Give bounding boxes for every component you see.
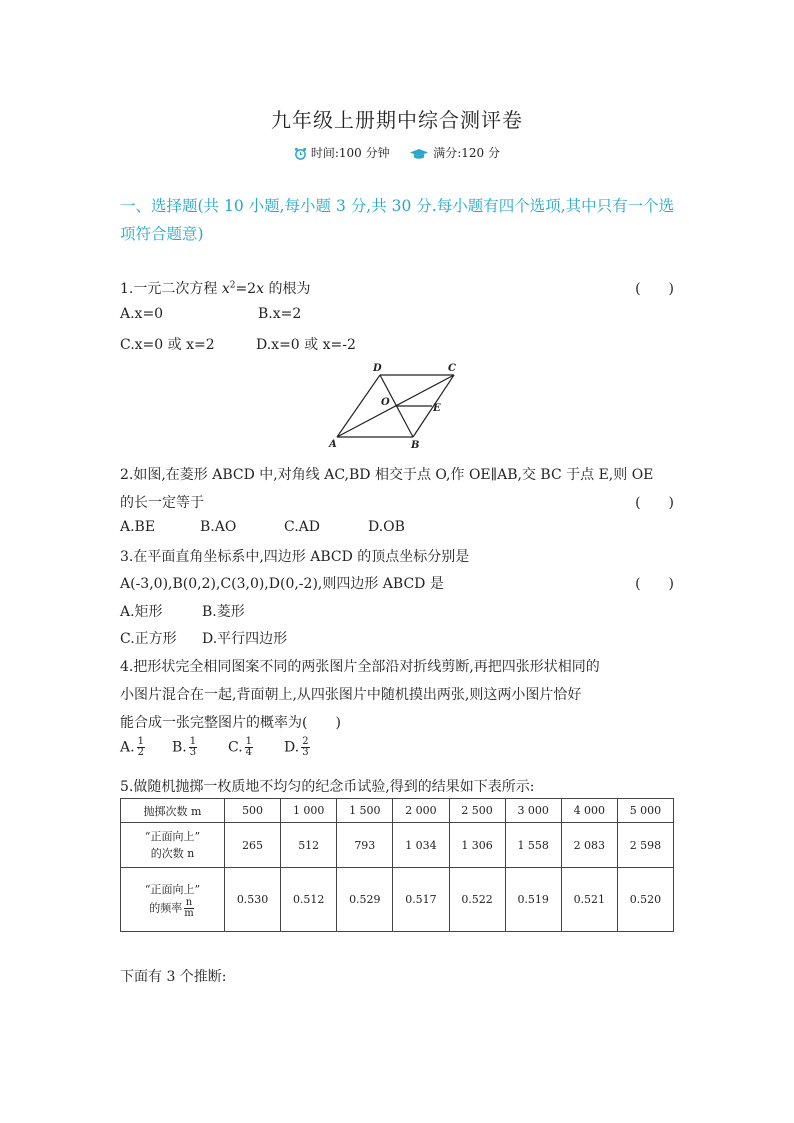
- score-text: 满分:120 分: [433, 146, 500, 160]
- table-cell: 1 306: [449, 823, 505, 868]
- coin-toss-table: [120, 798, 674, 932]
- fraction: $\frac{n}{m}$: [184, 896, 194, 919]
- q1-option-b: B.x=2: [258, 306, 302, 322]
- q2-option-d: D.OB: [368, 519, 405, 535]
- fraction: $\frac{1}{4}$: [245, 736, 253, 758]
- label-c: C: [448, 363, 456, 374]
- table-cell: 265: [225, 823, 281, 868]
- q4-option-b: B. $\frac{1}{3}$: [172, 736, 197, 758]
- q1-option-c: C.x=0 或 x=2: [120, 337, 215, 353]
- q5-followup: 下面有 3 个推断:: [120, 969, 227, 985]
- row-header-frequency: “正面向上” 的频率 $\frac{n}{m}$: [121, 868, 225, 932]
- graduation-cap-icon: [409, 148, 429, 160]
- time-text: 时间:100 分钟: [310, 146, 390, 160]
- q4-option-d: D. $\frac{2}{3}$: [284, 736, 309, 758]
- table-cell: 2 500: [449, 799, 505, 823]
- q1-stem: 1.一元二次方程 $x^2=2x$ 的根为: [120, 280, 311, 297]
- page-title: 九年级上册期中综合测评卷: [271, 108, 523, 132]
- table-cell: 1 558: [505, 823, 561, 868]
- row-header-heads: “正面向上” 的次数 n: [121, 823, 225, 868]
- q1-option-d: D.x=0 或 x=-2: [256, 337, 356, 353]
- exam-meta: [0, 144, 794, 161]
- section-heading: 一、选择题(共 10 小题,每小题 3 分,共 30 分.每小题有四个选项,其中只有一个选项符合题意): [120, 197, 675, 243]
- table-cell: 1 000: [281, 799, 337, 823]
- q4-option-a: A. $\frac{1}{2}$: [120, 736, 144, 758]
- q2-option-a: A.BE: [120, 519, 156, 535]
- side-ad: [337, 375, 380, 437]
- table-cell: 2 598: [617, 823, 673, 868]
- q3-stem-line2: A(-3,0),B(0,2),C(3,0),D(0,-2),则四边形 ABCD 是: [120, 576, 444, 592]
- q3-option-d: D.平行四边形: [202, 631, 288, 647]
- table-cell: 1 034: [393, 823, 449, 868]
- q2-stem-line1: 2.如图,在菱形 ABCD 中,对角线 AC,BD 相交于点 O,作 OE∥AB,交 BC 于点 E,则 OE: [120, 467, 654, 483]
- q2-answer-blank: ( ): [635, 495, 674, 511]
- table-cell: 5 000: [617, 799, 673, 823]
- q3-option-c: C.正方形: [120, 631, 177, 647]
- table-cell: 4 000: [561, 799, 617, 823]
- time-info: [294, 144, 390, 161]
- rhombus-figure: [326, 360, 466, 450]
- table-cell: 793: [337, 823, 393, 868]
- row-header-throws: 抛掷次数 m: [121, 799, 225, 823]
- label-a: A: [329, 439, 337, 450]
- label-b: B: [411, 440, 420, 450]
- score-info: [409, 144, 500, 161]
- label-o: O: [381, 397, 390, 408]
- q2-option-c: C.AD: [284, 519, 320, 535]
- fraction: $\frac{1}{2}$: [137, 736, 144, 758]
- q4-stem-line2: 小图片混合在一起,背面朝上,从四张图片中随机摸出两张,则这两小图片恰好: [120, 687, 582, 703]
- table-row: [121, 868, 674, 932]
- q3-option-a: A.矩形: [120, 604, 163, 620]
- q4-stem-line1: 4.把形状完全相同图案不同的两张图片全部沿对折线剪断,再把四张形状相同的: [120, 659, 600, 675]
- table-cell: 2 083: [561, 823, 617, 868]
- table-row: [121, 799, 674, 823]
- q4-stem-line3: 能合成一张完整图片的概率为( ): [120, 715, 341, 731]
- table-cell: 0.530: [225, 868, 281, 932]
- q2-stem-line2: 的长一定等于: [120, 495, 204, 511]
- table-cell: 0.517: [393, 868, 449, 932]
- table-cell: 0.512: [281, 868, 337, 932]
- fraction: $\frac{2}{3}$: [302, 736, 309, 758]
- q1-answer-blank: ( ): [635, 281, 674, 297]
- table-cell: 512: [281, 823, 337, 868]
- table-cell: 3 000: [505, 799, 561, 823]
- table-cell: 2 000: [393, 799, 449, 823]
- q4-option-c: C. $\frac{1}{4}$: [228, 736, 253, 758]
- table-cell: 0.519: [505, 868, 561, 932]
- table-cell: 0.521: [561, 868, 617, 932]
- alarm-clock-icon: [294, 147, 307, 160]
- table-cell: 0.522: [449, 868, 505, 932]
- q2-option-b: B.AO: [200, 519, 237, 535]
- table-row: [121, 823, 674, 868]
- q5-stem: 5.做随机抛掷一枚质地不均匀的纪念币试验,得到的结果如下表所示:: [120, 779, 535, 795]
- q1-option-a: A.x=0: [120, 306, 164, 322]
- table-cell: 1 500: [337, 799, 393, 823]
- fraction: $\frac{1}{3}$: [189, 736, 197, 758]
- q3-option-b: B.菱形: [202, 604, 245, 620]
- label-e: E: [433, 403, 441, 414]
- q3-answer-blank: ( ): [635, 576, 674, 592]
- q3-stem-line1: 3.在平面直角坐标系中,四边形 ABCD 的顶点坐标分别是: [120, 549, 470, 565]
- label-d: D: [373, 363, 382, 374]
- table-cell: 0.520: [617, 868, 673, 932]
- table-cell: 0.529: [337, 868, 393, 932]
- table-cell: 500: [225, 799, 281, 823]
